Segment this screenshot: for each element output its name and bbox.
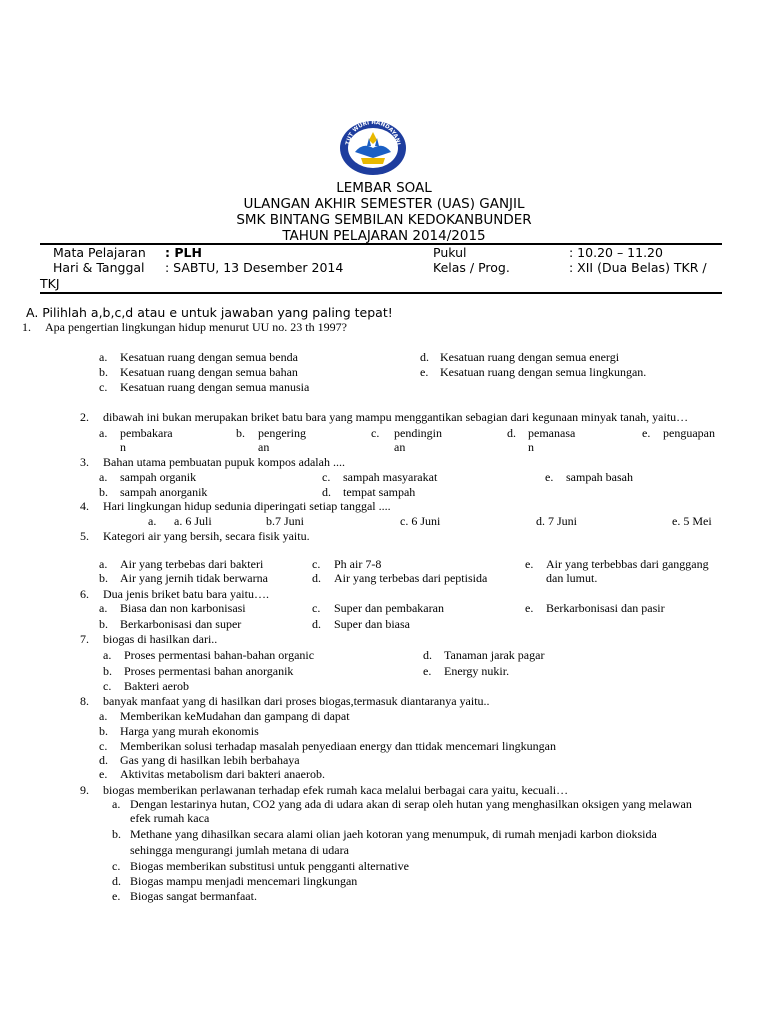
option-label: a.	[99, 350, 108, 364]
option-a: Air yang terbebas dari bakteri	[120, 557, 264, 571]
time-value: : 10.20 – 11.20	[569, 245, 663, 260]
option-label: d.	[99, 753, 108, 767]
logo-ring-text: TUT WURI HANDAYANI	[345, 119, 401, 146]
option-label: c.	[99, 739, 108, 753]
option-label: e.	[99, 767, 108, 781]
question-text: Kategori air yang bersih, secara fisik yaitu.	[103, 529, 310, 543]
class-label: Kelas / Prog.	[433, 260, 510, 275]
option-label: c.	[312, 601, 321, 615]
option-label: b.	[112, 827, 121, 841]
option-label: b.	[99, 365, 108, 379]
option-a: sampah organik	[120, 470, 197, 484]
option-a: Kesatuan ruang dengan semua benda	[120, 350, 298, 364]
option-a-cont: efek rumah kaca	[130, 811, 210, 825]
question-number: 5.	[80, 529, 89, 543]
option-b: Air yang jernih tidak berwarna	[120, 571, 268, 585]
option-c: sampah masyarakat	[343, 470, 438, 484]
option-c: c. 6 Juni	[400, 514, 441, 528]
option-e: sampah basah	[566, 470, 633, 484]
option-d: Gas yang di hasilkan lebih berbahaya	[120, 753, 300, 767]
option-label: b.	[99, 571, 108, 585]
option-a: pembakara	[120, 426, 173, 440]
header-divider-bottom	[40, 292, 722, 294]
school-name: SMK BINTANG SEMBILAN KEDOKANBUNDER	[236, 212, 532, 228]
option-label: b.	[99, 724, 108, 738]
question-number: 8.	[80, 694, 89, 708]
option-label: e.	[423, 664, 432, 678]
subject-label: Mata Pelajaran	[53, 245, 146, 260]
option-e: Aktivitas metabolism dari bakteri anaerob.	[120, 767, 325, 781]
question-text: banyak manfaat yang di hasilkan dari proses biogas,termasuk diantaranya yaitu..	[103, 694, 490, 708]
option-e: Berkarbonisasi dan pasir	[546, 601, 665, 615]
option-label: d.	[112, 874, 121, 888]
option-label: d.	[423, 648, 432, 662]
option-label: e.	[525, 601, 534, 615]
option-b: Proses permentasi bahan anorganik	[124, 664, 294, 678]
option-label: b.	[236, 426, 245, 440]
tut-wuri-handayani-logo	[339, 118, 407, 176]
option-b: b.7 Juni	[266, 514, 305, 528]
option-label: d.	[312, 617, 321, 631]
option-d: Tanaman jarak pagar	[444, 648, 545, 662]
question-number: 3.	[80, 455, 89, 469]
option-a: Biasa dan non karbonisasi	[120, 601, 246, 615]
exam-name: ULANGAN AKHIR SEMESTER (UAS) GANJIL	[243, 196, 525, 212]
option-label: c.	[312, 557, 321, 571]
academic-year: TAHUN PELAJARAN 2014/2015	[282, 228, 486, 244]
option-c: Bakteri aerob	[124, 679, 189, 693]
option-c: Biogas memberikan substitusi untuk pengganti alternative	[130, 859, 409, 873]
option-c: pendingin	[394, 426, 442, 440]
option-b: pengering	[258, 426, 306, 440]
question-text: Bahan utama pembuatan pupuk kompos adalah ....	[103, 455, 345, 469]
option-label: c.	[322, 470, 331, 484]
option-d: d. 7 Juni	[536, 514, 578, 528]
option-label: e.	[545, 470, 554, 484]
option-a: Memberikan keMudahan dan gampang di dapat	[120, 709, 350, 723]
option-label: c.	[99, 380, 108, 394]
option-b: sampah anorganik	[120, 485, 208, 499]
option-label: a.	[99, 709, 108, 723]
option-d: tempat sampah	[343, 485, 416, 499]
option-e: Biogas sangat bermanfaat.	[130, 889, 257, 903]
option-d: Air yang terbebas dari peptisida	[334, 571, 488, 585]
option-c: Kesatuan ruang dengan semua manusia	[120, 380, 310, 394]
class-value-cont: TKJ	[40, 276, 60, 291]
option-label: b.	[99, 617, 108, 631]
option-label: a.	[99, 557, 108, 571]
option-d-cont: n	[528, 440, 534, 454]
option-c: Super dan pembakaran	[334, 601, 444, 615]
option-label: d.	[420, 350, 429, 364]
option-d: Biogas mampu menjadi mencemari lingkungan	[130, 874, 358, 888]
option-label: d.	[312, 571, 321, 585]
option-label: a.	[99, 601, 108, 615]
date-label: Hari & Tanggal	[53, 260, 145, 275]
option-label: a.	[99, 426, 108, 440]
option-label: e.	[525, 557, 534, 571]
option-b-cont: sehingga mengurangi jumlah metana di udara	[130, 843, 349, 857]
question-number: 4.	[80, 499, 89, 513]
option-b-cont: an	[258, 440, 270, 454]
option-label: a.	[103, 648, 112, 662]
question-number: 7.	[80, 632, 89, 646]
option-e: e. 5 Mei	[672, 514, 712, 528]
question-text: biogas memberikan perlawanan terhadap efek rumah kaca melalui berbagai cara yaitu, kecuali…	[103, 783, 569, 797]
option-label: c.	[371, 426, 380, 440]
option-b: Berkarbonisasi dan super	[120, 617, 242, 631]
option-label: d.	[507, 426, 516, 440]
option-b: Methane yang dihasilkan secara alami olian jaeh kotoran yang menumpuk, di rumah menjadi karbon dioksida	[130, 827, 657, 841]
option-label: a.	[148, 514, 157, 528]
option-b: Kesatuan ruang dengan semua bahan	[120, 365, 298, 379]
question-text: dibawah ini bukan merupakan briket batu bara yang mampu menggantikan sebagian dari kegunaan minyak tanah, yaitu…	[103, 410, 689, 424]
question-number: 6.	[80, 587, 89, 601]
option-a: Proses permentasi bahan-bahan organic	[124, 648, 315, 662]
option-label: b.	[99, 485, 108, 499]
question-number: 9.	[80, 783, 89, 797]
option-label: e.	[642, 426, 651, 440]
option-e: Energy nukir.	[444, 664, 510, 678]
option-e: Air yang terbebbas dari ganggang	[546, 557, 709, 571]
option-e: penguapan	[663, 426, 715, 440]
option-a: a. 6 Juli	[174, 514, 212, 528]
option-d: Super dan biasa	[334, 617, 410, 631]
option-label: b.	[103, 664, 112, 678]
option-a-cont: n	[120, 440, 126, 454]
option-c: Memberikan solusi terhadap masalah penyediaan energy dan ttidak mencemari lingkungan	[120, 739, 556, 753]
option-label: e.	[420, 365, 429, 379]
option-d: pemanasa	[528, 426, 576, 440]
option-label: d.	[322, 485, 331, 499]
option-a: Dengan lestarinya hutan, CO2 yang ada di udara akan di serap oleh hutan yang menghasilkan oksigen yang melawan	[130, 797, 692, 811]
option-label: c.	[112, 859, 121, 873]
option-label: c.	[103, 679, 112, 693]
question-text: Dua jenis briket batu bara yaitu….	[103, 587, 269, 601]
question-number: 2.	[80, 410, 89, 424]
section-instruction: A. Pilihlah a,b,c,d atau e untuk jawaban yang paling tepat!	[26, 305, 393, 320]
option-c-cont: an	[394, 440, 406, 454]
subject-value: : PLH	[165, 245, 202, 260]
question-text: biogas di hasilkan dari..	[103, 632, 218, 646]
question-text: Apa pengertian lingkungan hidup menurut UU no. 23 th 1997?	[45, 320, 347, 334]
option-c: Ph air 7-8	[334, 557, 382, 571]
date-value: : SABTU, 13 Desember 2014	[165, 260, 344, 275]
question-number: 1.	[22, 320, 31, 334]
option-e: Kesatuan ruang dengan semua lingkungan.	[440, 365, 647, 379]
question-text: Hari lingkungan hidup sedunia diperingati setiap tanggal ....	[103, 499, 391, 513]
option-d: Kesatuan ruang dengan semua energi	[440, 350, 620, 364]
time-label: Pukul	[433, 245, 467, 260]
option-label: e.	[112, 889, 121, 903]
class-value: : XII (Dua Belas) TKR /	[569, 260, 707, 275]
option-label: a.	[99, 470, 108, 484]
option-e-cont: dan lumut.	[546, 571, 598, 585]
header-title: LEMBAR SOAL	[336, 180, 432, 196]
option-label: a.	[112, 797, 121, 811]
option-b: Harga yang murah ekonomis	[120, 724, 259, 738]
